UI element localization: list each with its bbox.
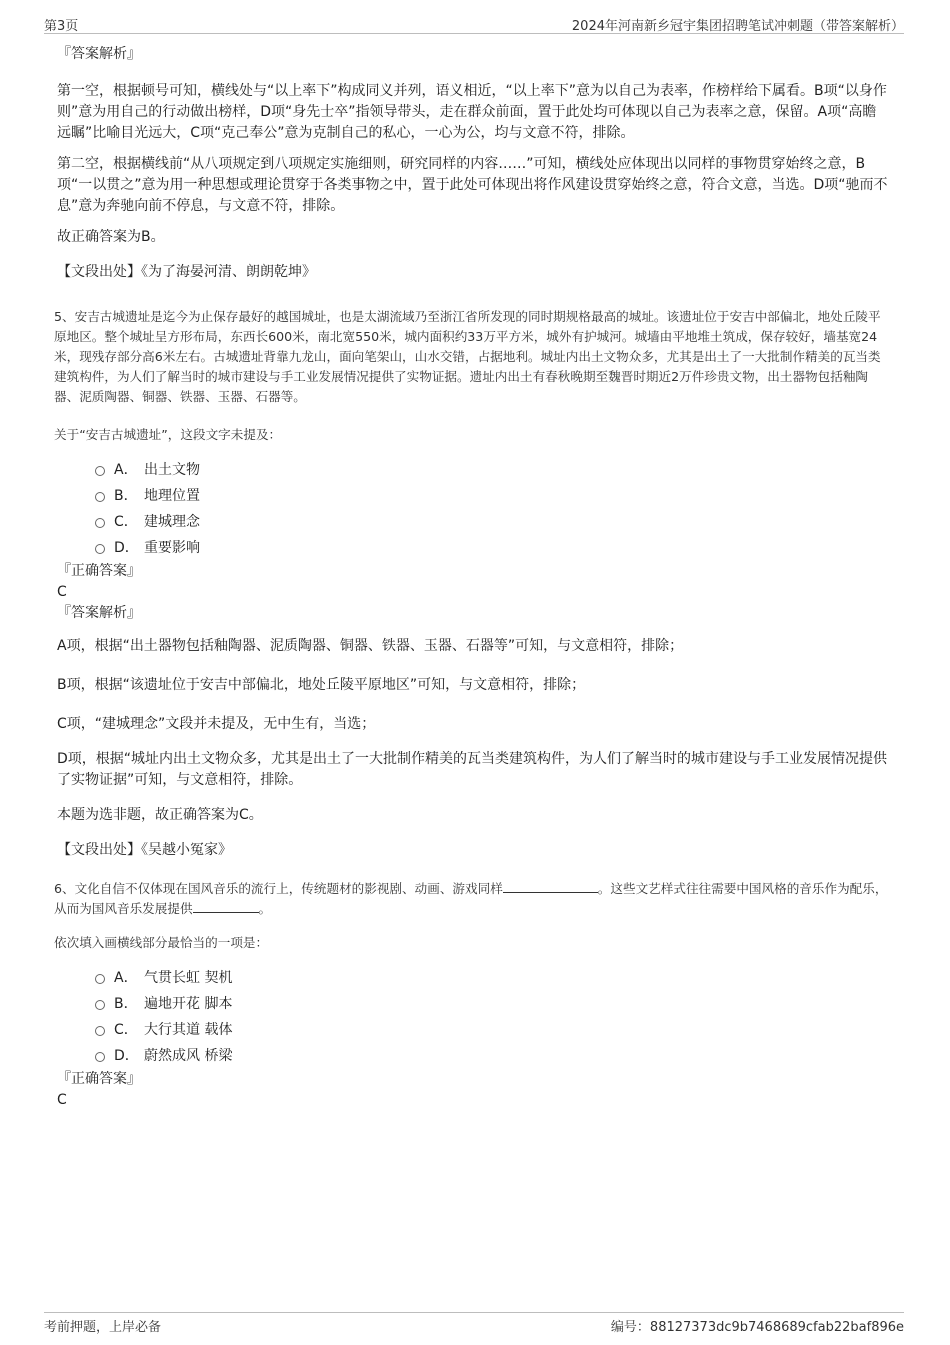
q5-option-d[interactable]: D． 重要影响 [95, 535, 889, 561]
q6-option-d[interactable]: D． 蔚然成风 桥梁 [95, 1043, 889, 1069]
q5-option-b[interactable]: B． 地理位置 [95, 483, 889, 509]
q5-option-a[interactable]: A． 出土文物 [95, 457, 889, 483]
radio-icon[interactable] [95, 518, 105, 528]
q4-analysis-para1: 第一空，根据顿号可知，横线处与“以上率下”构成同义并列，语义相近，“以上率下”意为以自己为表率，作榜样给下属看。B项“以身作则”意为用自己的行动做出榜样，D项“身先士卒”指领导带头，走在群众前面，置于此处均可体现以自己为表率之意，保留。A项“高瞻远瞩”比喻目光远大，C项“克己奉公”意为克制自己的私心，一心为公，均与文意不符，排除。 [57, 83, 887, 141]
radio-icon[interactable] [95, 544, 105, 554]
page-number: 第3页 [44, 19, 79, 34]
document-id: 编号：88127373dc9b7468689cfab22baf896e [610, 1320, 904, 1335]
document-title: 2024年河南新乡冠宇集团招聘笔试冲刺题（带答案解析） [571, 19, 904, 34]
radio-icon[interactable] [95, 1052, 105, 1062]
q5-analysis-d: D项，根据“城址内出土文物众多，尤其是出土了一大批制作精美的瓦当类建筑构件，为人们了解当时的城市建设与手工业发展情况提供了实物证据”可知，与文意相符，排除。 [57, 751, 888, 788]
q5-analysis-b: B项，根据“该遗址位于安吉中部偏北，地处丘陵平原地区”可知，与文意相符，排除； [57, 677, 586, 693]
radio-icon[interactable] [95, 974, 105, 984]
q5-analysis-c: C项，“建城理念”文段并未提及，无中生有，当选； [57, 716, 376, 732]
q6-stem: 6、文化自信不仅体现在国风音乐的流行上，传统题材的影视剧、动画、游戏同样 。这些文艺样式往往需要中国风格的音乐作为配乐，从而为国风音乐发展提供 。 [54, 881, 888, 916]
q6-option-b[interactable]: B． 遍地开花 脚本 [95, 991, 889, 1017]
page-content [54, 44, 889, 1111]
q5-analysis-a: A项，根据“出土器物包括釉陶器、泥质陶器、铜器、铁器、玉器、石器等”可知，与文意相符，排除； [57, 638, 684, 654]
q6-prompt: 依次填入画横线部分最恰当的一项是： [54, 935, 269, 950]
blank-1 [503, 880, 598, 893]
q5-option-c[interactable]: C． 建城理念 [95, 509, 889, 535]
page-header [44, 14, 904, 34]
q4-conclusion: 故正确答案为B。 [57, 229, 165, 245]
radio-icon[interactable] [95, 466, 105, 476]
q5-options [57, 457, 889, 561]
page-footer [44, 1312, 904, 1333]
q5-stem: 关于“安吉古城遗址”，这段文字未提及： [54, 427, 282, 442]
radio-icon[interactable] [95, 1026, 105, 1036]
radio-icon[interactable] [95, 1000, 105, 1010]
blank-2 [193, 900, 259, 913]
q6-options [57, 965, 889, 1069]
q5-analysis-label: 『答案解析』 [57, 605, 141, 621]
q6-answer: C [57, 1092, 67, 1108]
footer-slogan: 考前押题，上岸必备 [44, 1320, 162, 1335]
q5-source: 【文段出处】《吴越小冤家》 [57, 842, 232, 858]
q4-analysis-label: 『答案解析』 [57, 46, 141, 62]
q4-source: 【文段出处】《为了海晏河清、朗朗乾坤》 [57, 264, 316, 280]
q6-option-a[interactable]: A． 气贯长虹 契机 [95, 965, 889, 991]
q5-passage: 5、安吉古城遗址是迄今为止保存最好的越国城址，也是太湖流域乃至浙江省所发现的同时期规格最高的城址。该遗址位于安吉中部偏北，地处丘陵平原地区。整个城址呈方形布局，东西长600米，南北宽550米，城内面积约33万平方米，城外有护城河。城墙由平地堆土筑成，保存较好，墙基宽24米，现残存部分高6米左右。古城遗址背靠九龙山，面向笔架山，山水交错，占据地利。城址内出土文物众多，尤其是出土了一大批制作精美的瓦当类建筑构件，为人们了解当时的城市建设与手工业发展情况提供了实物证据。遗址内出土有春秋晚期至魏晋时期近2万件珍贵文物，出土器物包括釉陶器、泥质陶器、铜器、铁器、玉器、石器等。 [54, 309, 881, 404]
q5-answer: C [57, 584, 67, 600]
q4-analysis-para2: 第二空，根据横线前“从八项规定到八项规定实施细则，研究同样的内容……”可知，横线处应体现出以同样的事物贯穿始终之意，B项“一以贯之”意为用一种思想或理论贯穿于各类事物之中，置于此处可体现出将作风建设贯穿始终之意，符合文意，当选。D项“驰而不息”意为奔驰向前不停息，与文意不符，排除。 [57, 156, 888, 214]
q6-answer-label: 『正确答案』 [57, 1071, 141, 1087]
q5-answer-label: 『正确答案』 [57, 563, 141, 579]
q5-conclusion: 本题为选非题，故正确答案为C。 [57, 807, 263, 823]
q6-option-c[interactable]: C． 大行其道 载体 [95, 1017, 889, 1043]
radio-icon[interactable] [95, 492, 105, 502]
